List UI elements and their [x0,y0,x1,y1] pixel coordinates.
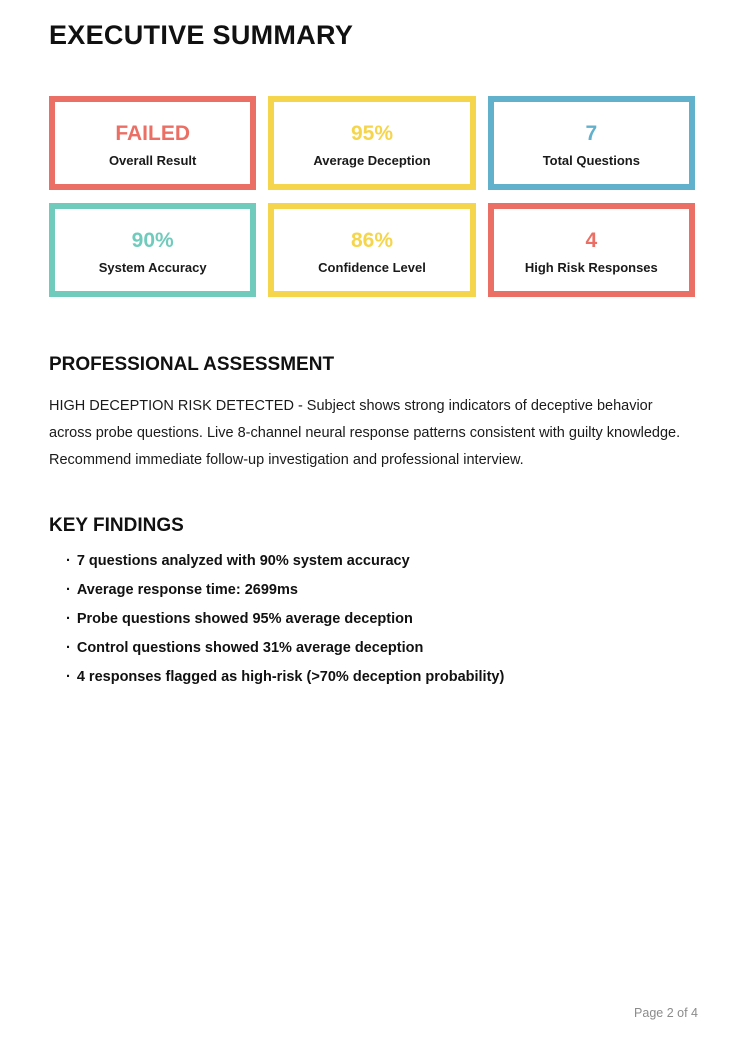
bullet-icon: · [66,611,71,627]
finding-text: Average response time: 2699ms [76,582,298,598]
professional-assessment-section [49,354,696,474]
metric-value: FAILED [115,121,190,145]
key-findings-list [49,553,696,685]
metric-card-high-risk-responses [488,203,695,297]
metric-value: 4 [585,228,598,252]
metric-value: 7 [585,121,598,145]
bullet-icon: · [66,640,71,656]
finding-item [66,553,696,569]
metric-value: 95% [350,121,393,145]
key-findings-heading: KEY FINDINGS [49,515,184,536]
finding-text: 4 responses flagged as high-risk (>70% deception probability) [76,669,505,685]
bullet-icon: · [66,553,71,569]
finding-text: Probe questions showed 95% average deception [76,611,413,627]
metric-label: High Risk Responses [524,259,658,275]
metric-label: Total Questions [542,152,640,168]
metric-card-average-deception [268,96,475,190]
metric-label: System Accuracy [98,259,207,275]
metric-card-system-accuracy [49,203,256,297]
key-findings-section [49,515,696,685]
metric-card-confidence-level [268,203,475,297]
page-number: Page 2 of 4 [634,1006,698,1020]
page-title: EXECUTIVE SUMMARY [49,20,354,50]
professional-assessment-heading: PROFESSIONAL ASSESSMENT [49,354,335,375]
finding-item [66,669,696,685]
bullet-icon: · [66,582,71,598]
finding-item [66,640,696,656]
metric-label: Confidence Level [318,259,426,275]
finding-item [66,582,696,598]
finding-text: Control questions showed 31% average deception [76,640,424,656]
metric-card-overall-result [49,96,256,190]
finding-item [66,611,696,627]
metric-card-total-questions [488,96,695,190]
metric-label: Overall Result [108,152,197,168]
metric-value: 90% [131,228,174,252]
metric-value: 86% [350,228,393,252]
metrics-grid [49,96,695,297]
finding-text: 7 questions analyzed with 90% system accuracy [76,553,410,569]
metric-label: Average Deception [313,152,431,168]
bullet-icon: · [66,669,71,685]
professional-assessment-text: HIGH DECEPTION RISK DETECTED - Subject shows strong indicators of deceptive behavior across probe questions. Live 8-channel neural response patterns consistent with guilty knowledge. Recommend immediate follow-up investigation and professional interview. [49,398,681,468]
